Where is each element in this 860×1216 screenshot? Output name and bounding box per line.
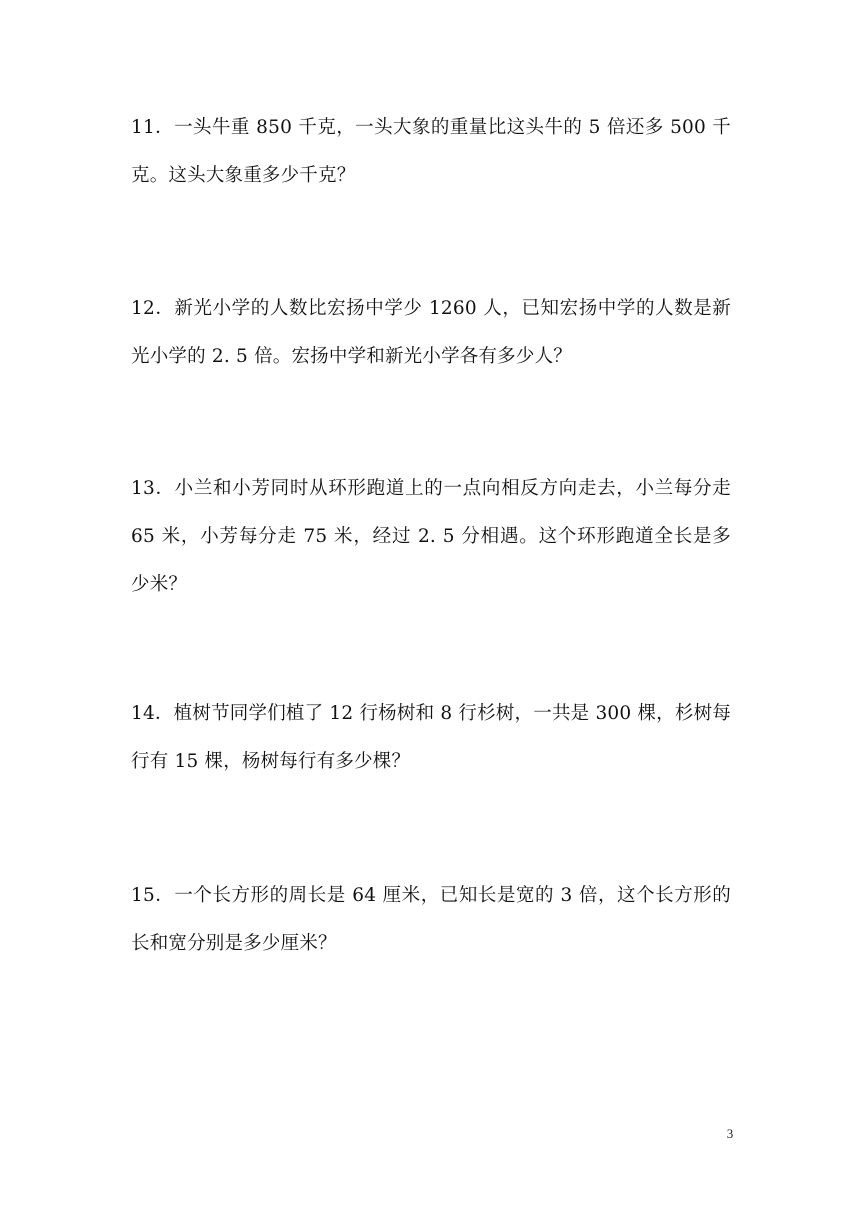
page-number: 3 <box>726 1126 734 1141</box>
problem-15: 15．一个长方形的周长是 64 厘米，已知长是宽的 3 倍，这个长方形的长和宽分别是多少厘米？ <box>131 885 731 954</box>
problem-13: 13．小兰和小芳同时从环形跑道上的一点向相反方向走去，小兰每分走 65 米，小芳每分走 75 米，经过 2. 5 分相遇。这个环形跑道全长是多少米？ <box>131 478 731 595</box>
problem-11: 11．一头牛重 850 千克，一头大象的重量比这头牛的 5 倍还多 500 千克。这头大象重多少千克？ <box>131 117 731 186</box>
problem-14: 14．植树节同学们植了 12 行杨树和 8 行杉树，一共是 300 棵，杉树每行有 15 棵，杨树每行有多少棵？ <box>131 703 731 772</box>
problem-12: 12．新光小学的人数比宏扬中学少 1260 人，已知宏扬中学的人数是新光小学的 2. 5 倍。宏扬中学和新光小学各有多少人？ <box>131 298 731 367</box>
